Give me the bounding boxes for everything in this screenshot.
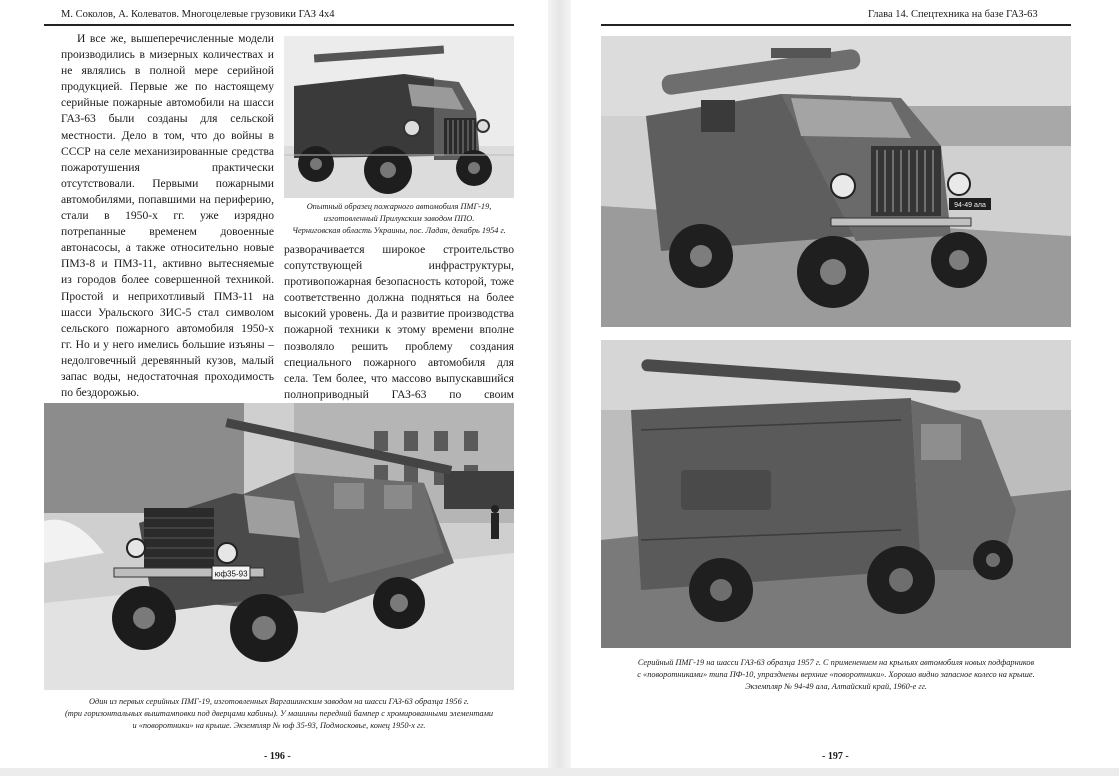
photo-pmg19-front [601, 36, 1071, 327]
caption-line: Черниговская область Украины, пос. Ладан, декабрь 1954 г. [292, 226, 506, 236]
caption-line: и «поворотники» на крыше. Экземпляр № юф 35-93, Подмосковье, конец 1950-х гг. [132, 721, 426, 731]
bottom-edge [0, 768, 1119, 776]
right-header-rule [601, 24, 1071, 26]
right-page [571, 0, 1119, 776]
caption-line: Серийный ПМГ-19 на шасси ГАЗ-63 образца 1957 г. С применением на крыльях автомобиля новых подфарников [637, 658, 1035, 667]
photo-pmg19-rear [601, 340, 1071, 648]
left-running-head: М. Соколов, А. Колеватов. Многоцелевые грузовики ГАЗ 4х4 [61, 9, 335, 20]
paragraph: разворачивается широкое строительство сопутствующей инфраструктуры, противопожарная безопасность которой, тоже соответственно должна подняться на более высокий уровень. Да и развитие производства пожарной техники к этому времени вполне позволяло решить проблему создания специального пожарного автомобиля для села. Тем более, что массово выпускавшийся полноприводный ГАЗ-63 по своим [284, 243, 514, 401]
book-gutter [548, 0, 571, 776]
photo-prototype-pmg19 [284, 36, 514, 198]
plate-number: 94-49 ала [954, 202, 986, 209]
caption-line: (три горизонтальных выштамповки под дверцами кабины). У машины передний бампер с хромированными элементами [64, 709, 494, 719]
caption-line: Опытный образец пожарного автомобиля ПМГ-19, [306, 202, 492, 211]
left-page [0, 0, 548, 776]
left-header-rule [44, 24, 514, 26]
caption-serial-1957 [601, 657, 1071, 694]
page-number-right: - 197 - [822, 751, 849, 762]
caption-line: Экземпляр № 94-49 ала, Алтайский край, 1960-е гг. [745, 682, 927, 692]
page-number-left: - 196 - [264, 751, 291, 762]
caption-line: с «поворотниками» типа ПФ-10, упразднены верхние «поворотники». Хорошо видно запасное колесо на крыше. [637, 670, 1035, 680]
paragraph: И все же, вышеперечисленные модели производились в мизерных количествах и не являлись в полной мере серийной продукцией. Первые же по настоящему серийные пожарные автомобили на шасси ГАЗ-63 были созданы для сельской местности. Дело в том, что до войны в СССР на селе механизированные средства пожаротушения практически отсутствовали. Первыми пожарными автомобилями, попавшими на периферию, стали в 1950-х гг. уже изрядно потрепанные временем довоенные автонасосы, а также относительно новые ПМЗ-8 и ПМЗ-11, активно вытесняемые из городов более совершенной техникой. Простой и неприхотливый ПМЗ-11 на шасси Уральского ЗИС-5 стал символом сельского пожарного автомобиля 1950-х гг. Но и у него имелись большие изъяны – недолговечный деревянный кузов, малый запас воды, недостаточная проходимость по бездорожью. [61, 32, 274, 400]
caption-serial-1956 [44, 696, 514, 733]
plate-number: юф35-93 [214, 569, 248, 579]
right-running-head: Глава 14. Спецтехника на базе ГАЗ-63 [868, 9, 1038, 20]
caption-line: Один из первых серийных ПМГ-19, изготовленных Варгашинским заводом на шасси ГАЗ-63 образца 1956 г. [89, 697, 469, 706]
caption-line: изготовленный Прилукским заводом ППО. [323, 214, 475, 224]
caption-prototype [284, 201, 514, 238]
photo-serial-pmg19-1956 [44, 403, 514, 690]
